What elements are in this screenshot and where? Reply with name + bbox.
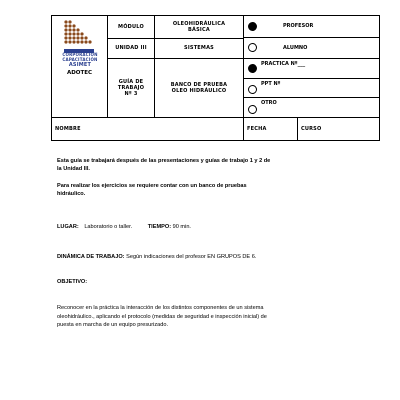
objetivo-line2: oleohidráulico., aplicando el protocolo (medidas de seguridad e inspección inicial) de bbox=[57, 313, 267, 320]
radio-empty-icon[interactable] bbox=[248, 85, 257, 94]
org-name: ADOTEC bbox=[66, 70, 93, 76]
guia-label-line2: TRABAJO bbox=[117, 85, 145, 91]
intro-line1: Esta guía se trabajará después de las presentaciones y guías de trabajo 1 y 2 de bbox=[57, 158, 271, 164]
requirement-line2: hidráulico. bbox=[57, 190, 86, 197]
modulo-value bbox=[155, 16, 244, 39]
option-practica[interactable] bbox=[244, 59, 379, 79]
logo-brand: ASIMET bbox=[68, 62, 92, 68]
option-label: OTRO bbox=[261, 100, 277, 107]
objetivo-line1: Reconocer en la práctica la interacción de los distintos componentes de un sistema bbox=[57, 305, 264, 311]
requirement-paragraph bbox=[57, 183, 375, 198]
lugar-value: Laboratorio o taller. bbox=[84, 224, 133, 230]
curso-field[interactable] bbox=[298, 118, 379, 140]
lugar-line bbox=[57, 224, 191, 230]
option-label: PPT Nº bbox=[261, 80, 281, 87]
guia-value bbox=[155, 59, 244, 118]
modulo-label: MÓDULO bbox=[108, 16, 155, 39]
modulo-value-line2: BÁSICA bbox=[188, 26, 210, 33]
unidad-label: UNIDAD III bbox=[108, 38, 155, 58]
option-otro[interactable] bbox=[244, 98, 379, 117]
option-ppt[interactable] bbox=[244, 79, 379, 99]
dinamica-label: DINÁMICA DE TRABAJO: bbox=[57, 254, 125, 260]
guia-label-line3: Nº 3 bbox=[124, 91, 138, 97]
radio-empty-icon[interactable] bbox=[248, 43, 257, 52]
radio-filled-icon[interactable] bbox=[248, 22, 257, 31]
nombre-field[interactable] bbox=[52, 118, 244, 141]
intro-paragraph bbox=[57, 158, 375, 173]
intro-line2: la Unidad III. bbox=[57, 165, 90, 172]
logo-text: CORPORACIÓN CAPACITACIÓN bbox=[62, 52, 98, 62]
radio-filled-icon[interactable] bbox=[248, 64, 257, 73]
curso-label: CURSO bbox=[301, 126, 322, 132]
asimet-logo-icon bbox=[52, 16, 108, 56]
tiempo-value: 90 min. bbox=[172, 224, 191, 230]
radio-empty-icon[interactable] bbox=[248, 105, 257, 114]
guia-label-line1: GUÍA DE bbox=[118, 79, 144, 85]
dinamica-line bbox=[57, 254, 256, 260]
material-options bbox=[244, 59, 380, 118]
objetivo-label: OBJETIVO: bbox=[57, 279, 88, 285]
unidad-value: SISTEMAS bbox=[155, 38, 244, 58]
option-label: PRACTICA Nº___ bbox=[261, 61, 306, 67]
objetivo-paragraph bbox=[57, 304, 375, 330]
option-alumno[interactable] bbox=[244, 38, 379, 59]
fecha-label: FECHA bbox=[247, 126, 267, 132]
lugar-label: LUGAR: bbox=[57, 224, 79, 230]
dinamica-value: Según indicaciones del profesor EN GRUPOS DE 6. bbox=[126, 254, 257, 260]
role-options bbox=[244, 16, 380, 59]
objetivo-line3: puesta en marcha de un equipo presurizado. bbox=[57, 322, 169, 328]
tiempo-label: TIEMPO: bbox=[147, 224, 172, 230]
modulo-value-line1: OLEOHIDRÁULICA bbox=[172, 20, 226, 27]
logo-cell bbox=[52, 16, 108, 118]
header-table bbox=[51, 15, 380, 141]
guia-value-line2: OLEO HIDRÁULICO bbox=[171, 88, 227, 94]
fecha-curso-row bbox=[244, 118, 380, 141]
option-label: ALUMNO bbox=[283, 44, 308, 51]
option-label: PROFESOR bbox=[283, 23, 314, 30]
nombre-label: NOMBRE bbox=[55, 126, 81, 132]
guia-value-line1: BANCO DE PRUEBA bbox=[170, 82, 228, 88]
option-profesor[interactable] bbox=[244, 16, 379, 38]
requirement-line1: Para realizar los ejercicios se requiere contar con un banco de pruebas bbox=[57, 183, 247, 189]
guia-label bbox=[108, 59, 155, 118]
fecha-field[interactable] bbox=[244, 118, 298, 140]
